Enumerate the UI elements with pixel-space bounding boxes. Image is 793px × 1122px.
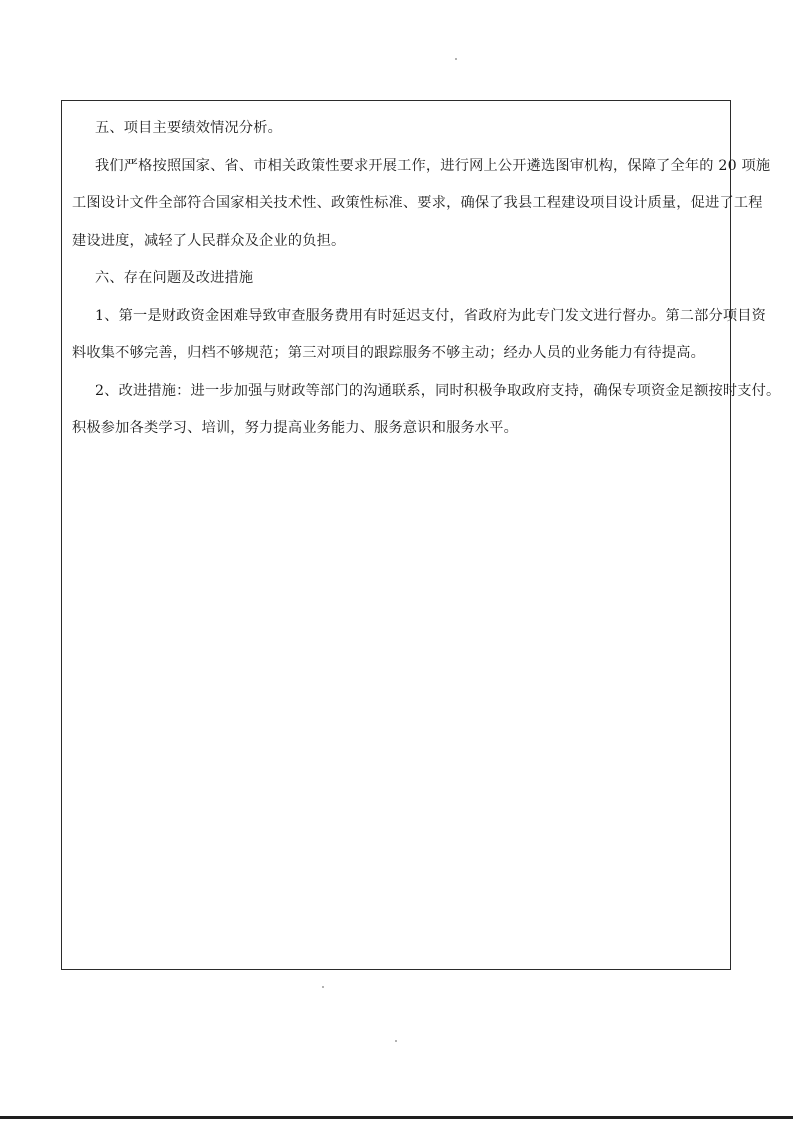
section-5-text-line-2: 工图设计文件全部符合国家相关技术性、政策性标准、要求，确保了我县工程建设项目设计质量，促进了工程 [72,195,763,211]
scan-speck [455,58,457,60]
form-box [61,100,781,970]
section-6-item-2-line-1: 2、改进措施：进一步加强与财政等部门的沟通联系，同时积极争取政府支持，确保专项资金足额按时支付。 [95,382,781,399]
section-5-text-line-1: 我们严格按照国家、省、市相关政策性要求开展工作，进行网上公开遴选图审机构，保障了全年的 20 项施 [95,157,771,174]
scan-speck [322,986,324,988]
section-6-item-1-line-2: 料收集不够完善，归档不够规范；第三对项目的跟踪服务不够主动；经办人员的业务能力有待提高。 [72,345,706,361]
scan-bottom-edge [0,1116,793,1119]
section-6-heading: 六、存在问题及改进措施 [95,270,254,286]
section-6-item-2-line-2: 积极参加各类学习、培训，努力提高业务能力、服务意识和服务水平。 [72,420,519,436]
scan-speck [395,1040,397,1042]
form-content [72,110,781,448]
section-5-heading: 五、项目主要绩效情况分析。 [95,120,283,136]
section-5-text-line-3: 建设进度，减轻了人民群众及企业的负担。 [72,232,346,249]
section-6-item-1-line-1: 1、第一是财政资金困难导致审查服务费用有时延迟支付，省政府为此专门发文进行督办。第二部分项目资 [95,307,767,324]
